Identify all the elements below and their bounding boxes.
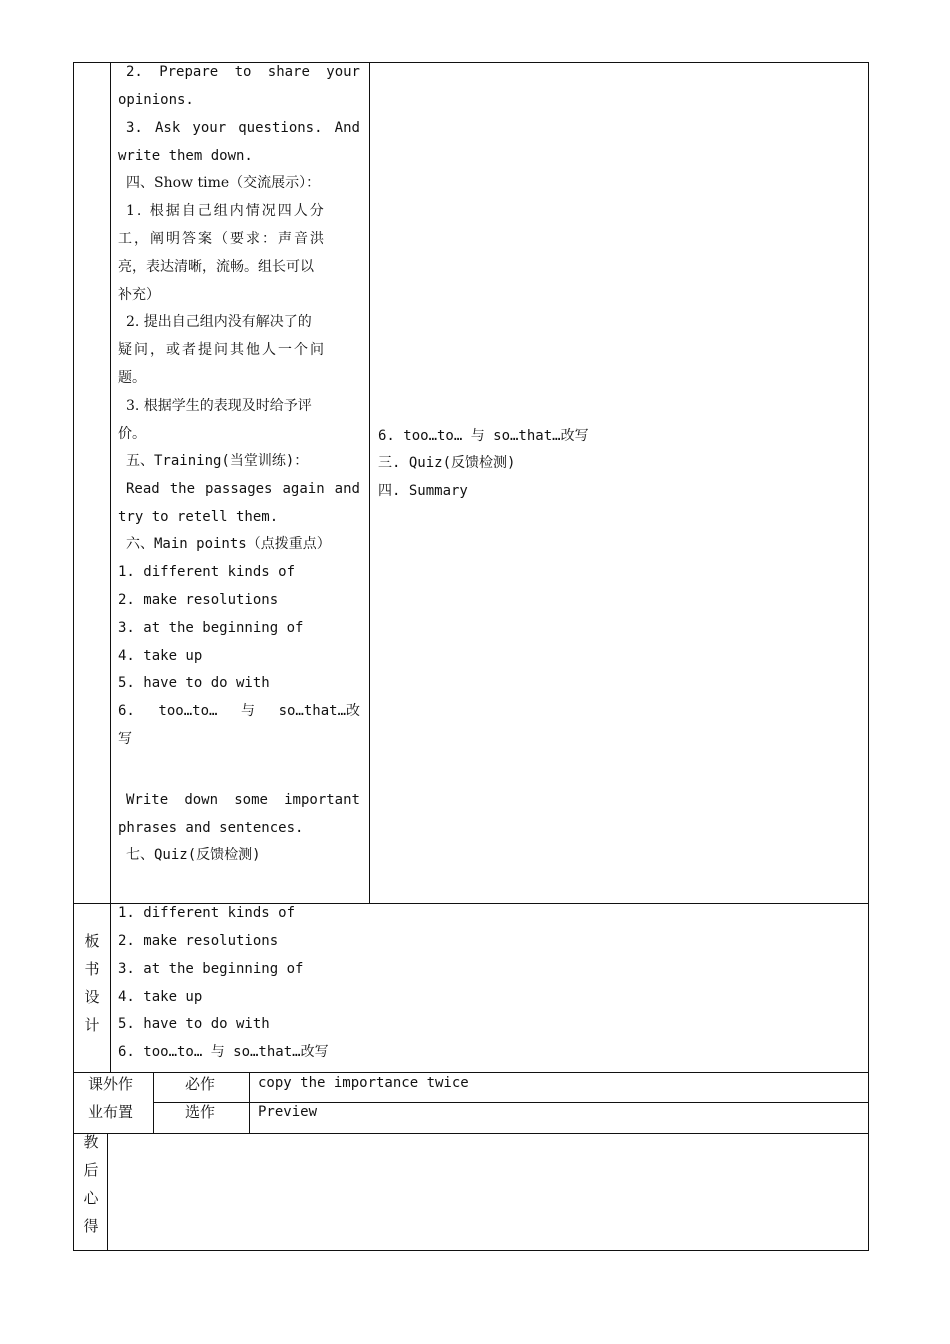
point6-word: too…to… xyxy=(158,703,218,719)
reflection-label-char: 后 xyxy=(83,1161,99,1179)
show-item-2-line1: 2. 提出自己组内没有解决了的 xyxy=(126,314,312,330)
ask-word: 3. xyxy=(126,120,143,136)
right-column-line: 6. too…to… 与 so…that…改写 xyxy=(378,428,589,444)
homework-label-line2: 业布置 xyxy=(88,1103,134,1121)
prepare-word: your xyxy=(326,64,360,80)
write-word: important xyxy=(284,792,360,808)
prepare-word: share xyxy=(267,64,310,80)
table-border-bottom xyxy=(73,1250,869,1251)
right-column-line: 三. Quiz(反馈检测) xyxy=(378,455,516,471)
read-word: passages xyxy=(205,481,273,497)
homework-label-line1: 课外作 xyxy=(88,1075,134,1093)
ask-line xyxy=(118,114,360,142)
write-line xyxy=(118,786,360,814)
board-item: 6. too…to… 与 so…that…改写 xyxy=(118,1044,329,1060)
table-border-homework-value xyxy=(249,1072,250,1134)
show-item-2-line2: 疑问，或者提问其他人一个问 xyxy=(118,342,326,358)
reflection-label-char: 教 xyxy=(83,1133,99,1151)
ask-continuation: write them down. xyxy=(118,148,253,164)
main-point-6-continuation: 写 xyxy=(118,731,132,747)
write-word: Write xyxy=(126,792,169,808)
board-label-char: 书 xyxy=(84,960,100,978)
show-item-1-line2: 工，阐明答案（要求：声音洪 xyxy=(118,231,326,247)
reflection-label-char: 得 xyxy=(83,1217,99,1235)
right-column-line: 四. Summary xyxy=(378,483,468,499)
show-item-3-line1: 3. 根据学生的表现及时给予评 xyxy=(126,398,312,414)
write-word: down xyxy=(184,792,219,808)
reflection-label xyxy=(81,1128,101,1240)
main-point-item: 2. make resolutions xyxy=(118,592,279,608)
table-border-right xyxy=(868,62,869,1251)
table-border-label-col xyxy=(110,62,111,1073)
read-word: and xyxy=(334,481,360,497)
board-item: 2. make resolutions xyxy=(118,933,279,949)
board-item: 4. take up xyxy=(118,989,203,1005)
training-heading: 五、Training(当堂训练)： xyxy=(126,453,309,469)
main-point-item: 1. different kinds of xyxy=(118,564,296,580)
homework-optional-label: 选作 xyxy=(185,1103,216,1121)
ask-word: questions. xyxy=(238,120,323,136)
show-item-1-line4: 补充） xyxy=(118,287,160,303)
point6-word: 6. xyxy=(118,703,135,719)
prepare-word: 2. xyxy=(126,64,143,80)
ask-word: And xyxy=(334,120,360,136)
reflection-content-area xyxy=(108,1134,868,1250)
show-item-3-line2: 价。 xyxy=(118,426,146,442)
board-label-char: 设 xyxy=(84,988,100,1006)
table-border-left xyxy=(73,62,74,1251)
ask-word: Ask xyxy=(154,120,181,136)
board-item: 1. different kinds of xyxy=(118,905,296,921)
board-item: 3. at the beginning of xyxy=(118,961,304,977)
homework-optional-value: Preview xyxy=(258,1104,318,1120)
main-point-item: 5. have to do with xyxy=(118,675,270,691)
homework-required-value: copy the importance twice xyxy=(258,1075,469,1091)
show-time-heading: 四、Show time（交流展示）： xyxy=(126,175,321,191)
point6-word: 与 xyxy=(241,703,255,719)
main-point-item: 4. take up xyxy=(118,648,203,664)
prepare-word: to xyxy=(234,64,252,80)
main-point-6-line xyxy=(118,697,360,725)
board-design-label xyxy=(82,927,102,1039)
point6-word: so…that…改 xyxy=(278,703,360,719)
board-item: 5. have to do with xyxy=(118,1016,270,1032)
main-points-heading: 六、Main points（点拨重点） xyxy=(126,536,331,552)
homework-required-label: 必作 xyxy=(185,1075,216,1093)
table-border-middle xyxy=(369,62,370,904)
write-word: some xyxy=(234,792,268,808)
read-word: the xyxy=(169,481,196,497)
read-continuation: try to retell them. xyxy=(118,509,279,525)
show-item-2-line3: 题。 xyxy=(118,370,146,386)
ask-word: your xyxy=(192,120,227,136)
show-item-1-line3: 亮，表达清晰，流畅。组长可以 xyxy=(118,259,314,275)
read-word: Read xyxy=(126,481,160,497)
show-item-1-line1: 1. 根据自己组内情况四人分 xyxy=(126,203,326,219)
reflection-label-char: 心 xyxy=(83,1189,99,1207)
read-line xyxy=(118,475,360,503)
table-border-homework-label xyxy=(153,1072,154,1134)
prepare-continuation: opinions. xyxy=(118,92,194,108)
board-label-char: 板 xyxy=(84,932,100,950)
main-point-item: 3. at the beginning of xyxy=(118,620,304,636)
read-word: again xyxy=(282,481,325,497)
write-continuation: phrases and sentences. xyxy=(118,820,304,836)
quiz-heading: 七、Quiz(反馈检测) xyxy=(126,847,261,863)
board-label-char: 计 xyxy=(84,1016,100,1034)
prepare-word: Prepare xyxy=(159,64,219,80)
prepare-line xyxy=(118,58,360,86)
